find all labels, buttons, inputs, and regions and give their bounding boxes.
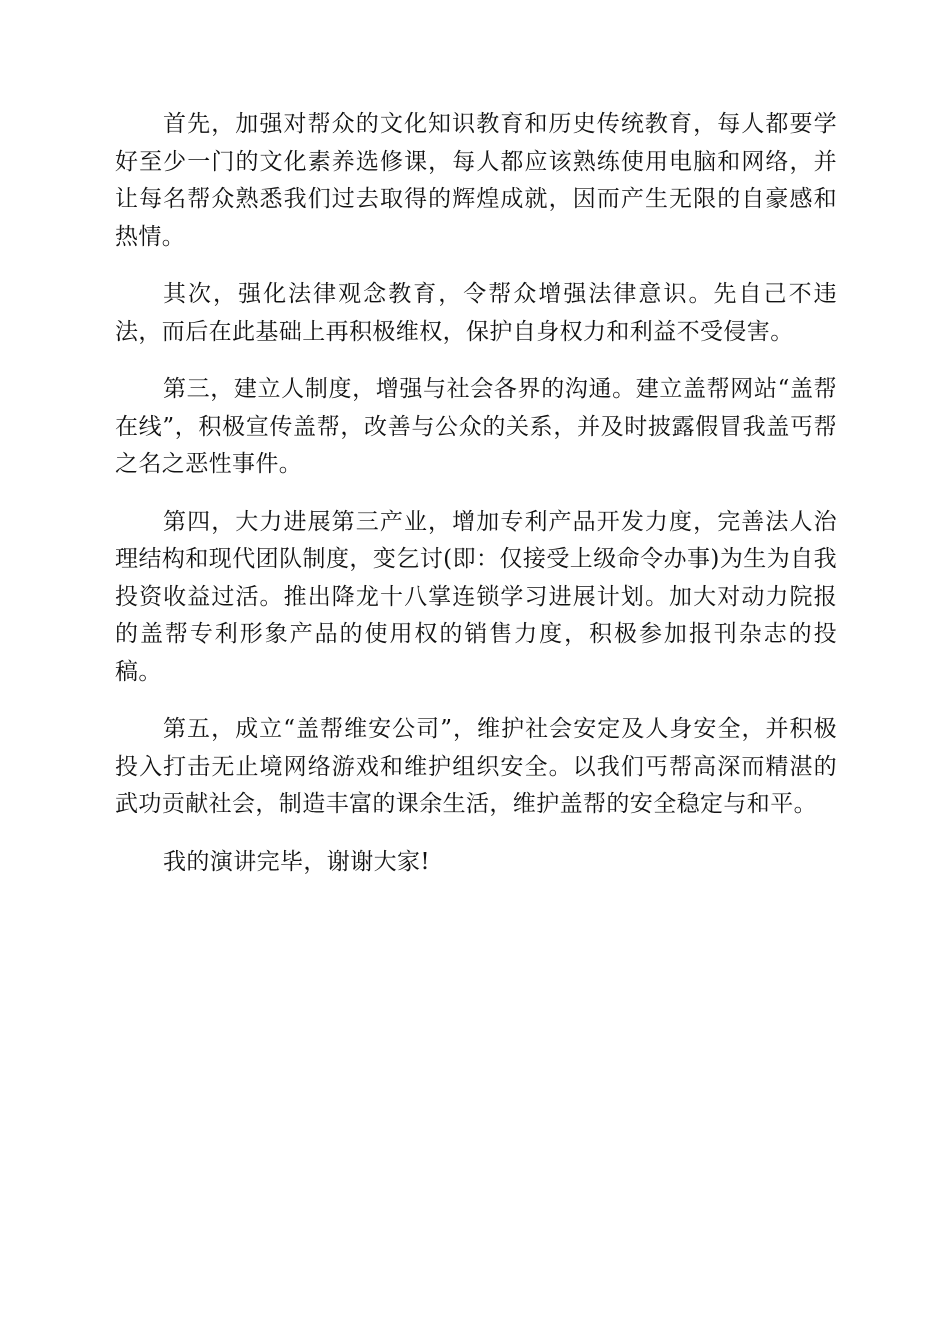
closing-paragraph: 我的演讲完毕，谢谢大家! (163, 848, 431, 875)
paragraph-5: 第五，成立“盖帮维安公司”，维护社会安定及人身安全，并积极投入打击无止境网络游戏和维护组织安全。以我们丐帮高深而精湛的武功贡献社会，制造丰富的课余生活，维护盖帮的安全稳定与和平。 (115, 716, 837, 817)
document-body (115, 106, 837, 901)
paragraph-1: 首先，加强对帮众的文化知识教育和历史传统教育，每人都要学好至少一门的文化素养选修课，每人都应该熟练使用电脑和网络，并让每名帮众熟悉我们过去取得的辉煌成就，因而产生无限的自豪感和热情。 (115, 111, 837, 250)
paragraph-4: 第四，大力进展第三产业，增加专利产品开发力度，完善法人治理结构和现代团队制度，变乞讨(即：仅接受上级命令办事)为生为自我投资收益过活。推出降龙十八掌连锁学习进展计划。加大对动力院报的盖帮专利形象产品的使用权的销售力度，积极参加报刊杂志的投稿。 (115, 508, 837, 685)
paragraph-3: 第三，建立人制度，增强与社会各界的沟通。建立盖帮网站“盖帮在线”，积极宣传盖帮，改善与公众的关系，并及时披露假冒我盖丐帮之名之恶性事件。 (115, 376, 837, 477)
paragraph-2: 其次，强化法律观念教育，令帮众增强法律意识。先自己不违法，而后在此基础上再积极维权，保护自身权力和利益不受侵害。 (115, 281, 837, 345)
